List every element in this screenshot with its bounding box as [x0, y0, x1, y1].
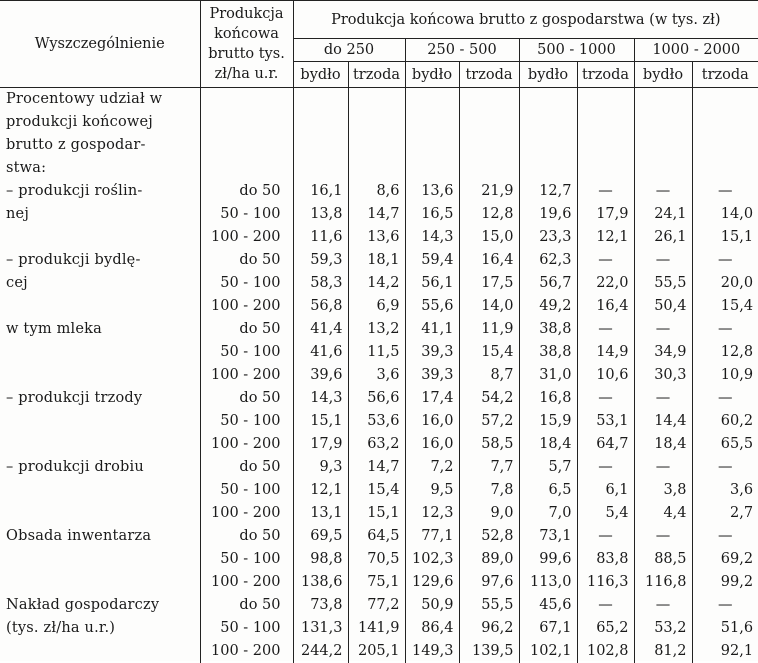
header-subcolumn: trzoda [577, 62, 634, 88]
value-cell: 99,2 [692, 571, 758, 594]
value-cell [293, 88, 348, 112]
value-cell: 17,4 [405, 387, 459, 410]
value-cell: 10,9 [692, 364, 758, 387]
value-cell: 77,2 [348, 594, 405, 617]
value-cell: 7,0 [519, 502, 577, 525]
row-range: do 50 [200, 387, 293, 410]
value-cell: 6,9 [348, 295, 405, 318]
row-label [0, 548, 200, 571]
header-group: 1000 - 2000 [634, 39, 758, 62]
row-range: do 50 [200, 249, 293, 272]
row-range: 50 - 100 [200, 272, 293, 295]
value-cell: 39,6 [293, 364, 348, 387]
value-cell: 12,1 [577, 226, 634, 249]
value-cell: 30,3 [634, 364, 692, 387]
table-row [0, 203, 758, 226]
value-cell: 141,9 [348, 617, 405, 640]
row-range [200, 88, 293, 112]
row-range: 50 - 100 [200, 548, 293, 571]
header-subcolumn: bydło [519, 62, 577, 88]
value-cell [692, 157, 758, 180]
value-cell: 55,5 [634, 272, 692, 295]
value-cell: 9,0 [459, 502, 519, 525]
row-range [200, 134, 293, 157]
value-cell: 58,5 [459, 433, 519, 456]
table-row [0, 525, 758, 548]
value-cell: 18,1 [348, 249, 405, 272]
row-range: do 50 [200, 180, 293, 203]
value-cell: 56,8 [293, 295, 348, 318]
value-cell: 51,6 [692, 617, 758, 640]
row-range: 50 - 100 [200, 479, 293, 502]
row-label [0, 410, 200, 433]
value-cell [348, 111, 405, 134]
value-cell [519, 157, 577, 180]
value-cell: 53,2 [634, 617, 692, 640]
value-cell: — [577, 594, 634, 617]
value-cell: 69,5 [293, 525, 348, 548]
header-group-title: Produkcja końcowa brutto z gospodarstwa (w tys. zł) [293, 1, 758, 39]
row-range: do 50 [200, 525, 293, 548]
value-cell [405, 111, 459, 134]
row-label: produkcji końcowej [0, 111, 200, 134]
value-cell [634, 134, 692, 157]
row-label [0, 364, 200, 387]
row-range: 50 - 100 [200, 203, 293, 226]
value-cell: 14,4 [634, 410, 692, 433]
value-cell: 14,7 [348, 456, 405, 479]
header-group: 500 - 1000 [519, 39, 634, 62]
value-cell: 14,0 [692, 203, 758, 226]
table-body [0, 88, 758, 663]
value-cell: 77,1 [405, 525, 459, 548]
row-label [0, 479, 200, 502]
value-cell [692, 111, 758, 134]
value-cell: 3,6 [692, 479, 758, 502]
value-cell: — [692, 387, 758, 410]
header-indicator-column: Produkcja końcowa brutto tys. zł/ha u.r. [200, 1, 293, 88]
value-cell: 4,4 [634, 502, 692, 525]
value-cell: — [577, 387, 634, 410]
value-cell: 12,3 [405, 502, 459, 525]
value-cell: 18,4 [634, 433, 692, 456]
value-cell: 14,2 [348, 272, 405, 295]
value-cell [348, 88, 405, 112]
value-cell: — [692, 594, 758, 617]
value-cell: 59,3 [293, 249, 348, 272]
value-cell: 116,8 [634, 571, 692, 594]
value-cell: 56,7 [519, 272, 577, 295]
value-cell [519, 88, 577, 112]
value-cell: 39,3 [405, 341, 459, 364]
row-range: do 50 [200, 594, 293, 617]
row-range: 100 - 200 [200, 295, 293, 318]
value-cell: 23,3 [519, 226, 577, 249]
value-cell: 53,6 [348, 410, 405, 433]
value-cell: 41,1 [405, 318, 459, 341]
value-cell [519, 134, 577, 157]
value-cell: 15,4 [692, 295, 758, 318]
row-label: – produkcji trzody [0, 387, 200, 410]
value-cell [577, 134, 634, 157]
value-cell: 11,6 [293, 226, 348, 249]
value-cell: 12,1 [293, 479, 348, 502]
value-cell: 5,4 [577, 502, 634, 525]
value-cell: 39,3 [405, 364, 459, 387]
value-cell: 14,3 [405, 226, 459, 249]
value-cell: 15,4 [459, 341, 519, 364]
table-row [0, 318, 758, 341]
value-cell [405, 134, 459, 157]
value-cell: 17,9 [293, 433, 348, 456]
header-group: 250 - 500 [405, 39, 519, 62]
value-cell: — [692, 318, 758, 341]
row-range: 100 - 200 [200, 433, 293, 456]
header-group: do 250 [293, 39, 405, 62]
value-cell: — [692, 249, 758, 272]
value-cell: 16,5 [405, 203, 459, 226]
header-subcolumn: bydło [293, 62, 348, 88]
value-cell: 102,1 [519, 640, 577, 663]
table-row [0, 571, 758, 594]
value-cell [348, 134, 405, 157]
value-cell [692, 134, 758, 157]
row-label [0, 341, 200, 364]
value-cell: 62,3 [519, 249, 577, 272]
header-subcolumn: bydło [634, 62, 692, 88]
row-range: 100 - 200 [200, 571, 293, 594]
value-cell: 12,8 [459, 203, 519, 226]
value-cell: 38,8 [519, 341, 577, 364]
row-range: do 50 [200, 318, 293, 341]
value-cell: — [692, 525, 758, 548]
value-cell [634, 157, 692, 180]
value-cell: 26,1 [634, 226, 692, 249]
value-cell: 99,6 [519, 548, 577, 571]
value-cell: — [634, 456, 692, 479]
table-row [0, 226, 758, 249]
value-cell: 57,2 [459, 410, 519, 433]
value-cell: 70,5 [348, 548, 405, 571]
value-cell: 15,1 [293, 410, 348, 433]
value-cell: — [577, 525, 634, 548]
value-cell: 52,8 [459, 525, 519, 548]
value-cell: — [634, 249, 692, 272]
value-cell: 50,4 [634, 295, 692, 318]
table-row [0, 364, 758, 387]
value-cell: 7,7 [459, 456, 519, 479]
value-cell: 13,6 [405, 180, 459, 203]
value-cell [692, 88, 758, 112]
value-cell: 13,2 [348, 318, 405, 341]
row-label: – produkcji bydlę- [0, 249, 200, 272]
value-cell: 18,4 [519, 433, 577, 456]
value-cell: 22,0 [577, 272, 634, 295]
value-cell: 64,5 [348, 525, 405, 548]
value-cell: 11,9 [459, 318, 519, 341]
value-cell: 41,4 [293, 318, 348, 341]
value-cell: 16,0 [405, 433, 459, 456]
table-row [0, 341, 758, 364]
row-range [200, 157, 293, 180]
value-cell: 83,8 [577, 548, 634, 571]
value-cell: 86,4 [405, 617, 459, 640]
row-label: – produkcji drobiu [0, 456, 200, 479]
value-cell: 97,6 [459, 571, 519, 594]
value-cell: 16,4 [459, 249, 519, 272]
value-cell: 31,0 [519, 364, 577, 387]
value-cell: 131,3 [293, 617, 348, 640]
table-row [0, 456, 758, 479]
value-cell: 88,5 [634, 548, 692, 571]
value-cell: — [634, 387, 692, 410]
value-cell: 53,1 [577, 410, 634, 433]
value-cell [459, 157, 519, 180]
value-cell: — [692, 180, 758, 203]
value-cell: 41,6 [293, 341, 348, 364]
value-cell: 102,8 [577, 640, 634, 663]
value-cell [348, 157, 405, 180]
value-cell: 92,1 [692, 640, 758, 663]
value-cell: 59,4 [405, 249, 459, 272]
value-cell: 12,7 [519, 180, 577, 203]
table-row [0, 594, 758, 617]
value-cell: 63,2 [348, 433, 405, 456]
header-subcolumn: trzoda [348, 62, 405, 88]
value-cell [405, 88, 459, 112]
value-cell: 3,8 [634, 479, 692, 502]
value-cell: 149,3 [405, 640, 459, 663]
table-row [0, 180, 758, 203]
value-cell: 65,2 [577, 617, 634, 640]
row-label: Nakład gospodarczy [0, 594, 200, 617]
table-row [0, 249, 758, 272]
table-row [0, 387, 758, 410]
value-cell: 17,9 [577, 203, 634, 226]
value-cell: 113,0 [519, 571, 577, 594]
table-row [0, 433, 758, 456]
value-cell: 65,5 [692, 433, 758, 456]
value-cell: 50,9 [405, 594, 459, 617]
value-cell: 15,1 [348, 502, 405, 525]
value-cell: 8,6 [348, 180, 405, 203]
table-header [0, 1, 758, 88]
value-cell: 89,0 [459, 548, 519, 571]
value-cell: 20,0 [692, 272, 758, 295]
row-label: w tym mleka [0, 318, 200, 341]
value-cell: — [577, 318, 634, 341]
value-cell: — [634, 318, 692, 341]
value-cell: 139,5 [459, 640, 519, 663]
value-cell: 56,1 [405, 272, 459, 295]
value-cell: 15,0 [459, 226, 519, 249]
table-row [0, 548, 758, 571]
row-label: stwa: [0, 157, 200, 180]
table-row [0, 479, 758, 502]
value-cell [634, 88, 692, 112]
table-row [0, 134, 758, 157]
table-row [0, 295, 758, 318]
value-cell [405, 157, 459, 180]
value-cell: 2,7 [692, 502, 758, 525]
header-subcolumn: trzoda [459, 62, 519, 88]
value-cell: — [577, 180, 634, 203]
value-cell: 14,7 [348, 203, 405, 226]
value-cell: 15,4 [348, 479, 405, 502]
row-label: Obsada inwentarza [0, 525, 200, 548]
row-label: brutto z gospodar- [0, 134, 200, 157]
value-cell: 60,2 [692, 410, 758, 433]
value-cell: 138,6 [293, 571, 348, 594]
row-label [0, 571, 200, 594]
value-cell: 34,9 [634, 341, 692, 364]
value-cell: — [634, 180, 692, 203]
value-cell: 16,1 [293, 180, 348, 203]
table-row [0, 111, 758, 134]
table-row [0, 410, 758, 433]
value-cell: 14,0 [459, 295, 519, 318]
value-cell [459, 111, 519, 134]
value-cell: 116,3 [577, 571, 634, 594]
header-label-column: Wyszczególnienie [0, 1, 200, 88]
value-cell: 12,8 [692, 341, 758, 364]
value-cell: 56,6 [348, 387, 405, 410]
value-cell: 13,1 [293, 502, 348, 525]
row-label: cej [0, 272, 200, 295]
value-cell: 11,5 [348, 341, 405, 364]
value-cell: — [577, 456, 634, 479]
value-cell [293, 134, 348, 157]
value-cell [577, 157, 634, 180]
value-cell: 64,7 [577, 433, 634, 456]
value-cell: 45,6 [519, 594, 577, 617]
header-subcolumn: bydło [405, 62, 459, 88]
value-cell: 21,9 [459, 180, 519, 203]
row-range: 50 - 100 [200, 617, 293, 640]
value-cell: 13,8 [293, 203, 348, 226]
value-cell: 9,3 [293, 456, 348, 479]
value-cell: 6,1 [577, 479, 634, 502]
value-cell: 10,6 [577, 364, 634, 387]
value-cell: 15,1 [692, 226, 758, 249]
value-cell: 49,2 [519, 295, 577, 318]
row-label [0, 295, 200, 318]
value-cell: 244,2 [293, 640, 348, 663]
value-cell: 81,2 [634, 640, 692, 663]
value-cell [459, 134, 519, 157]
value-cell: 19,6 [519, 203, 577, 226]
table-row [0, 617, 758, 640]
row-range: 50 - 100 [200, 341, 293, 364]
value-cell: 16,0 [405, 410, 459, 433]
value-cell: 9,5 [405, 479, 459, 502]
table-row [0, 88, 758, 112]
value-cell: 14,3 [293, 387, 348, 410]
value-cell: 55,5 [459, 594, 519, 617]
row-label: (tys. zł/ha u.r.) [0, 617, 200, 640]
value-cell: 7,8 [459, 479, 519, 502]
value-cell [577, 111, 634, 134]
value-cell: 3,6 [348, 364, 405, 387]
value-cell: 205,1 [348, 640, 405, 663]
value-cell: 24,1 [634, 203, 692, 226]
value-cell: — [634, 525, 692, 548]
table-row [0, 157, 758, 180]
value-cell: 58,3 [293, 272, 348, 295]
value-cell: 16,4 [577, 295, 634, 318]
row-range: 100 - 200 [200, 502, 293, 525]
value-cell: 102,3 [405, 548, 459, 571]
value-cell: — [634, 594, 692, 617]
row-range: 100 - 200 [200, 640, 293, 663]
value-cell: 14,9 [577, 341, 634, 364]
value-cell: 73,8 [293, 594, 348, 617]
value-cell: 96,2 [459, 617, 519, 640]
header-subcolumn: trzoda [692, 62, 758, 88]
value-cell: 7,2 [405, 456, 459, 479]
value-cell: 16,8 [519, 387, 577, 410]
row-range: 100 - 200 [200, 364, 293, 387]
value-cell [293, 111, 348, 134]
value-cell: 75,1 [348, 571, 405, 594]
value-cell: 54,2 [459, 387, 519, 410]
value-cell: 73,1 [519, 525, 577, 548]
row-label [0, 226, 200, 249]
value-cell: 98,8 [293, 548, 348, 571]
value-cell: 8,7 [459, 364, 519, 387]
row-label [0, 640, 200, 663]
row-label: – produkcji roślin- [0, 180, 200, 203]
row-range: 50 - 100 [200, 410, 293, 433]
row-range: 100 - 200 [200, 226, 293, 249]
value-cell: — [692, 456, 758, 479]
row-range: do 50 [200, 456, 293, 479]
table-row [0, 640, 758, 663]
value-cell [577, 88, 634, 112]
value-cell: 5,7 [519, 456, 577, 479]
table-row [0, 502, 758, 525]
row-label: Procentowy udział w [0, 88, 200, 112]
value-cell: 38,8 [519, 318, 577, 341]
row-label [0, 433, 200, 456]
value-cell: — [577, 249, 634, 272]
value-cell [459, 88, 519, 112]
value-cell: 55,6 [405, 295, 459, 318]
value-cell [634, 111, 692, 134]
value-cell [519, 111, 577, 134]
table-row [0, 272, 758, 295]
value-cell: 67,1 [519, 617, 577, 640]
row-label: nej [0, 203, 200, 226]
row-label [0, 502, 200, 525]
value-cell: 6,5 [519, 479, 577, 502]
value-cell: 129,6 [405, 571, 459, 594]
value-cell [293, 157, 348, 180]
value-cell: 17,5 [459, 272, 519, 295]
value-cell: 13,6 [348, 226, 405, 249]
value-cell: 15,9 [519, 410, 577, 433]
row-range [200, 111, 293, 134]
value-cell: 69,2 [692, 548, 758, 571]
